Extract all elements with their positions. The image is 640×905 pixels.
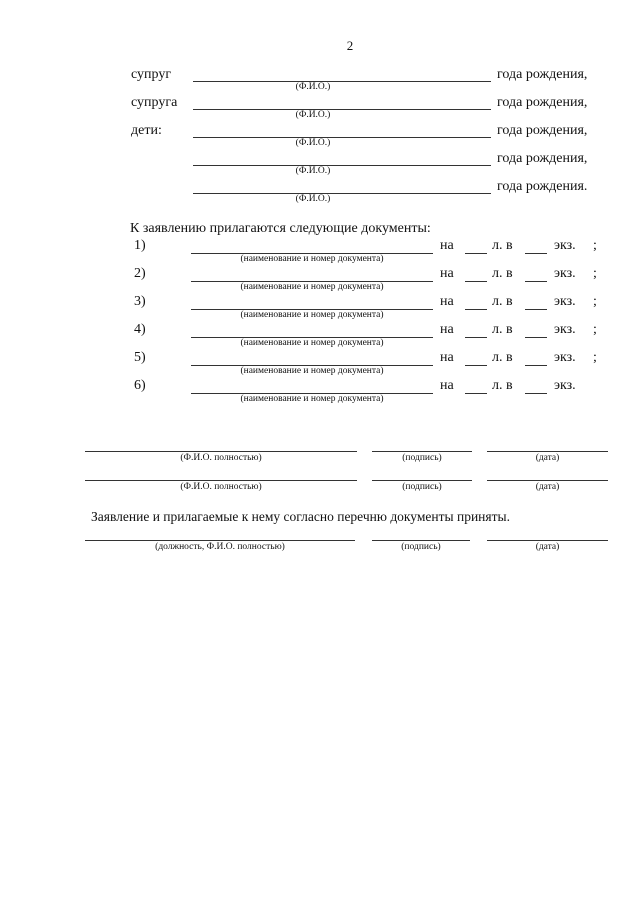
signature-line [372,480,472,481]
row-end-mark: ; [593,238,597,253]
pages-text: л. в [492,350,513,365]
fio-caption: (Ф.И.О.) [295,138,331,148]
date-line [487,480,608,481]
document-name-caption: (наименование и номер документа) [240,310,384,320]
birth-year-text: года рождения, [497,151,588,166]
accepted-date-caption: (дата) [535,542,560,552]
family-label: супруга [131,95,178,110]
copies-count-line [525,393,547,394]
date-line [487,451,608,452]
accepted-name-caption: (должность, Ф.И.О. полностью) [155,542,285,552]
date-caption: (дата) [535,482,560,492]
row-end-mark: ; [593,294,597,309]
row-end-mark: ; [593,350,597,365]
copies-text: экз. [554,266,576,281]
fullname-caption: (Ф.И.О. полностью) [180,453,262,463]
attachments-heading: К заявлению прилагаются следующие документы: [130,221,431,236]
copies-text: экз. [554,238,576,253]
family-label: супруг [131,67,172,82]
accepted-statement: Заявление и прилагаемые к нему согласно перечню документы приняты. [91,509,510,524]
row-end-mark: ; [593,322,597,337]
fio-caption: (Ф.И.О.) [295,194,331,204]
family-label: дети: [131,123,162,138]
on-text: на [440,266,454,281]
copies-text: экз. [554,294,576,309]
signature-caption: (подпись) [402,482,442,492]
document-name-caption: (наименование и номер документа) [240,338,384,348]
on-text: на [440,322,454,337]
pages-text: л. в [492,238,513,253]
attachment-number: 1) [134,238,146,253]
fio-caption: (Ф.И.О.) [295,166,331,176]
pages-count-line [465,253,487,254]
accepted-date-line [487,540,608,541]
fio-caption: (Ф.И.О.) [295,82,331,92]
birth-year-text: года рождения, [497,67,588,82]
document-name-caption: (наименование и номер документа) [240,282,384,292]
signature-caption: (подпись) [402,453,442,463]
pages-count-line [465,309,487,310]
attachment-number: 2) [134,266,146,281]
pages-count-line [465,337,487,338]
on-text: на [440,238,454,253]
fullname-caption: (Ф.И.О. полностью) [180,482,262,492]
signature-line [372,451,472,452]
copies-text: экз. [554,322,576,337]
attachment-number: 6) [134,378,146,393]
copies-count-line [525,253,547,254]
birth-year-text: года рождения, [497,123,588,138]
fullname-line [85,451,357,452]
on-text: на [440,294,454,309]
accepted-sign-caption: (подпись) [401,542,441,552]
pages-count-line [465,393,487,394]
fio-caption: (Ф.И.О.) [295,110,331,120]
pages-text: л. в [492,322,513,337]
birth-year-text: года рождения. [497,179,588,194]
copies-count-line [525,365,547,366]
attachment-number: 3) [134,294,146,309]
row-end-mark: ; [593,266,597,281]
document-name-caption: (наименование и номер документа) [240,254,384,264]
date-caption: (дата) [535,453,560,463]
copies-count-line [525,337,547,338]
copies-count-line [525,281,547,282]
copies-text: экз. [554,378,576,393]
page-number: 2 [346,38,354,53]
pages-count-line [465,365,487,366]
accepted-sign-line [372,540,470,541]
attachment-number: 4) [134,322,146,337]
pages-text: л. в [492,378,513,393]
attachment-number: 5) [134,350,146,365]
document-name-caption: (наименование и номер документа) [240,394,384,404]
on-text: на [440,378,454,393]
birth-year-text: года рождения, [497,95,588,110]
pages-text: л. в [492,266,513,281]
pages-count-line [465,281,487,282]
pages-text: л. в [492,294,513,309]
fullname-line [85,480,357,481]
copies-text: экз. [554,350,576,365]
copies-count-line [525,309,547,310]
document-name-caption: (наименование и номер документа) [240,366,384,376]
on-text: на [440,350,454,365]
accepted-name-line [85,540,355,541]
